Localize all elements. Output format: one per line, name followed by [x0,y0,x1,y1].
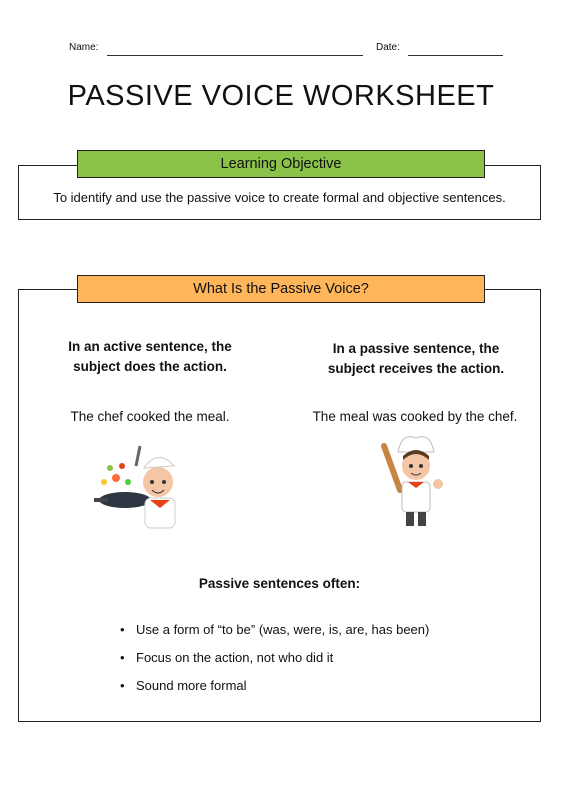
whatis-heading: What Is the Passive Voice? [77,275,485,303]
active-description: In an active sentence, the subject does the action. [68,339,232,374]
page-title: PASSIVE VOICE WORKSHEET [67,80,495,112]
list-item: • Use a form of “to be” (was, were, is, are, has been) [120,616,520,644]
list-item: • Sound more formal [120,672,520,700]
bullet-list [120,616,520,700]
date-field[interactable] [408,55,503,56]
passive-example: The meal was cooked by the chef. [312,409,518,424]
chef-cooking-icon [90,438,188,530]
active-example: The chef cooked the meal. [70,409,230,424]
name-label: Name: [69,42,99,53]
objective-heading: Learning Objective [77,150,485,178]
often-heading: Passive sentences often: [198,576,361,591]
name-field[interactable] [107,55,363,56]
objective-text: To identify and use the passive voice to create formal and objective sentences. [53,190,506,205]
list-item: • Focus on the action, not who did it [120,644,520,672]
passive-description: In a passive sentence, the subject receives the action. [327,341,505,376]
date-label: Date: [376,42,400,53]
chef-rolling-pin-icon [376,430,454,530]
